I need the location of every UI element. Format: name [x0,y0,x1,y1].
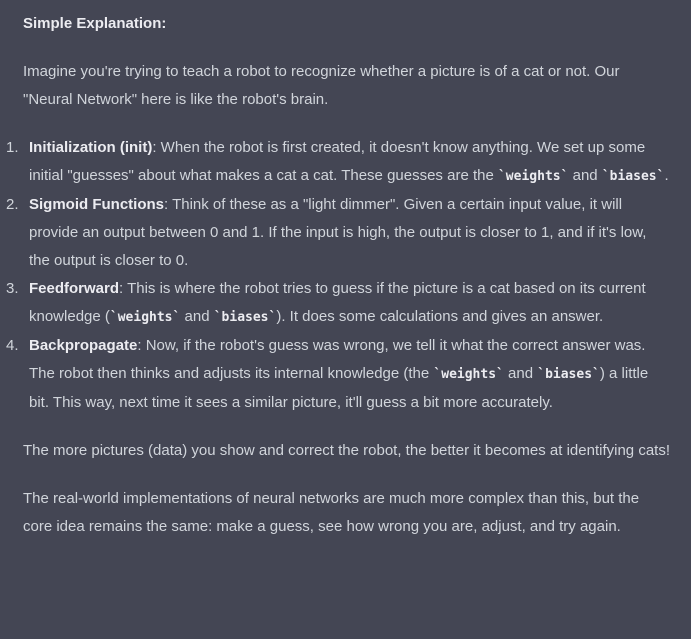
list-item-sigmoid [6,191,671,275]
conclusion-paragraph: The more pictures (data) you show and correct the robot, the better it becomes at identifying cats! [23,442,670,459]
term-backpropagate: Backpropagate [29,337,138,354]
item-text: : This is where the robot tries to guess if the picture is a cat based on its current knowledge ( [29,280,646,325]
explanation-list [6,134,671,417]
section-heading: Simple Explanation: [23,15,167,32]
list-item-backpropagate [6,332,671,417]
list-number: 4. [6,337,19,354]
item-text: : When the robot is first created, it doesn't know anything. We set up some initial "guesses" about what makes a cat a cat. These guesses are the [29,139,646,184]
list-item-feedforward [6,275,671,332]
item-text: and [503,365,538,382]
item-text: and [180,308,214,325]
list-item-initialization [6,134,671,191]
list-number: 3. [6,280,19,297]
term-feedforward: Feedforward [29,280,120,297]
item-text: ) a little bit. This way, next time it sees a similar picture, it'll guess a bit more accurately. [29,365,649,411]
item-text: : Think of these as a "light dimmer". Given a certain input value, it will provide an output between 0 and 1. If the input is high, the output is closer to 1, and if it's low, the output is closer to 0. [29,196,647,269]
code-weights: `weights` [497,169,569,184]
item-text: : Now, if the robot's guess was wrong, we tell it what the correct answer was. The robot then thinks and adjusts its internal knowledge (the [29,337,646,382]
item-text: and [568,167,602,184]
code-biases: `biases` [213,310,277,325]
code-biases: `biases` [601,169,665,184]
term-initialization: Initialization (init) [29,139,153,156]
intro-paragraph: Imagine you're trying to teach a robot to recognize whether a picture is of a cat or not. Our "Neural Network" here is like the robot's brain. [23,63,620,108]
code-weights: `weights` [109,310,181,325]
list-number: 2. [6,196,19,213]
item-text: ). It does some calculations and gives an answer. [276,308,604,325]
closing-paragraph: The real-world implementations of neural networks are much more complex than this, but the core idea remains the same: make a guess, see how wrong you are, adjust, and try again. [23,490,640,535]
code-weights: `weights` [433,367,504,382]
term-sigmoid-functions: Sigmoid Functions [29,196,164,213]
item-text: . [664,167,669,184]
code-biases: `biases` [537,367,600,382]
list-number: 1. [6,139,19,156]
